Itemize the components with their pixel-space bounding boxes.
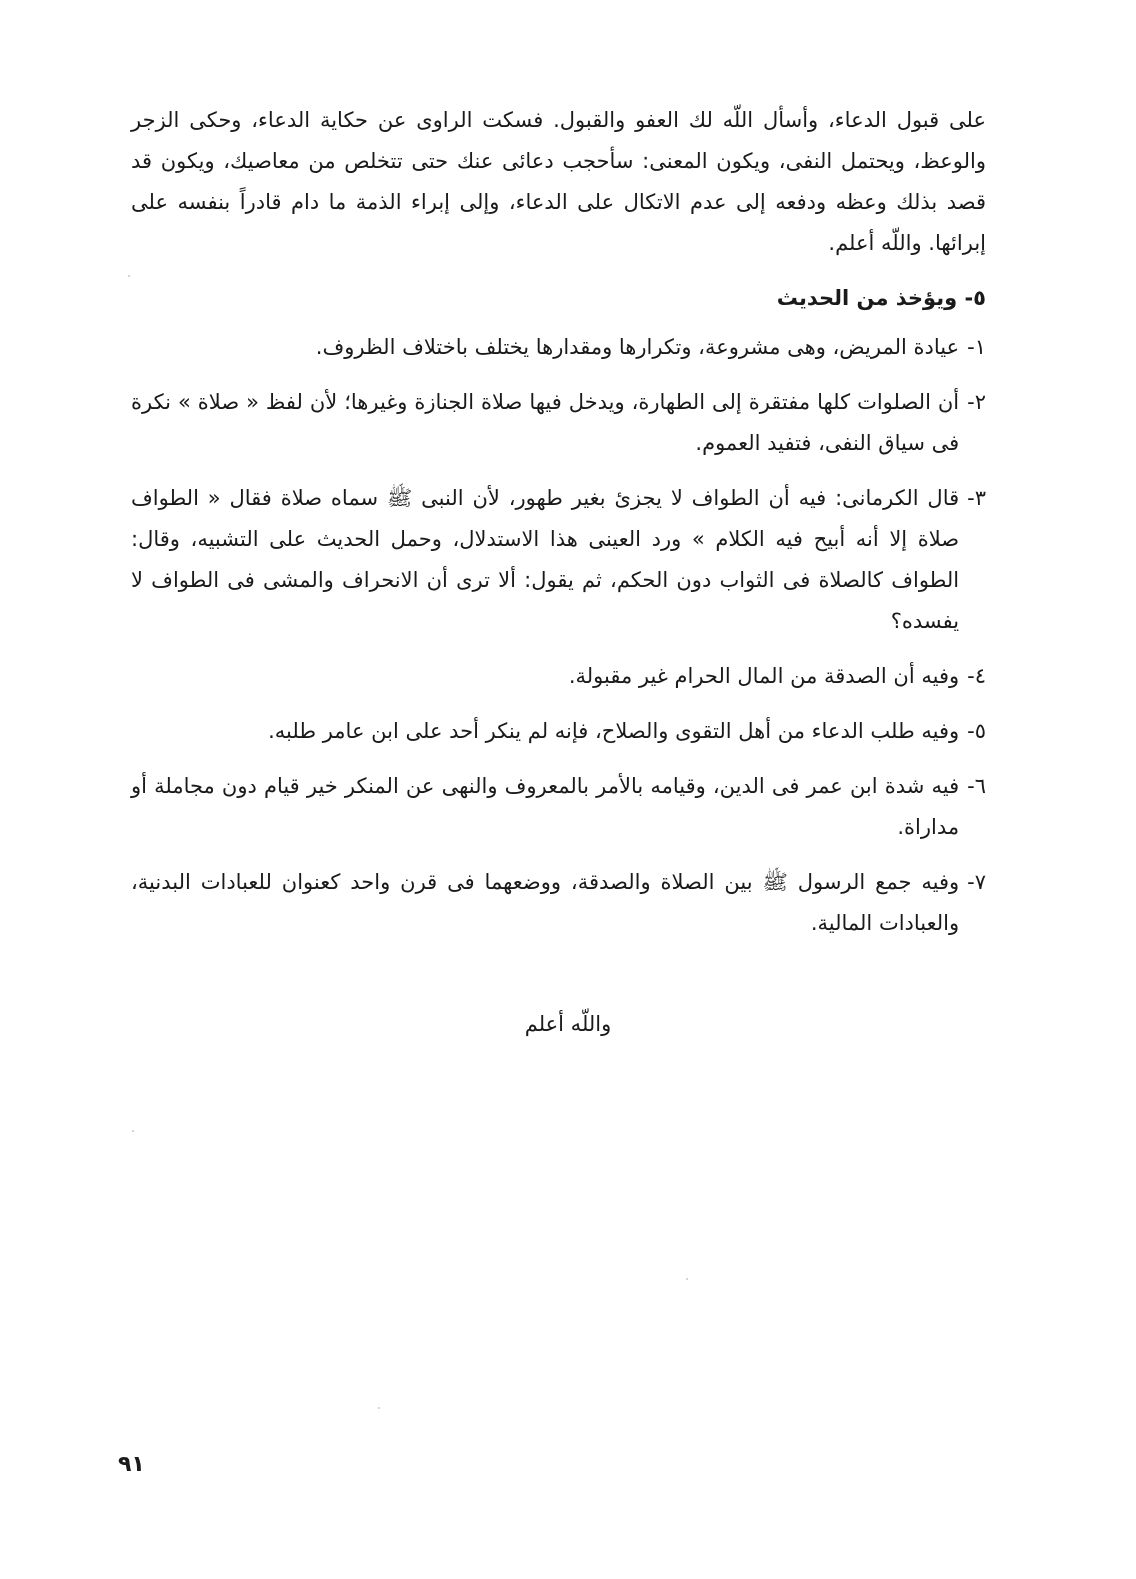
benefits-list bbox=[131, 327, 986, 944]
intro-paragraph-block bbox=[131, 100, 986, 264]
scan-speck bbox=[132, 1130, 134, 1132]
list-item-text: أن الصلوات كلها مفتقرة إلى الطهارة، ويدخل فيها صلاة الجنازة وغيرها؛ لأن لفظ « صلاة » نكرة فى سياق النفى، فتفيد العموم. bbox=[131, 390, 960, 455]
section-heading: ٥- ويؤخذ من الحديث bbox=[776, 286, 986, 310]
closing-phrase: واللّه أعلم bbox=[524, 1012, 612, 1036]
list-item bbox=[131, 711, 986, 752]
list-item-number: ٥- bbox=[967, 719, 986, 743]
list-item-number: ٢- bbox=[967, 390, 986, 414]
list-item bbox=[131, 862, 986, 944]
scan-speck bbox=[128, 275, 130, 277]
scan-speck bbox=[378, 1407, 380, 1409]
page-body bbox=[131, 100, 986, 958]
list-item-number: ٤- bbox=[967, 664, 986, 688]
list-item bbox=[131, 656, 986, 697]
list-item bbox=[131, 327, 986, 368]
page-number: ٩١ bbox=[118, 1452, 145, 1477]
list-item bbox=[131, 766, 986, 848]
list-item-text: عيادة المريض، وهى مشروعة، وتكرارها ومقدارها يختلف باختلاف الظروف. bbox=[315, 335, 960, 359]
scan-speck bbox=[686, 1278, 688, 1280]
list-item-number: ٦- bbox=[967, 774, 986, 798]
list-item-text: وفيه جمع الرسول ﷺ بين الصلاة والصدقة، ووضعهما فى قرن واحد كعنوان للعبادات البدنية، والعبادات المالية. bbox=[131, 870, 960, 935]
intro-paragraph: على قبول الدعاء، وأسأل اللّه لك العفو والقبول. فسكت الراوى عن حكاية الدعاء، وحكى الزجر والوعظ، ويحتمل النفى، ويكون المعنى: سأحجب دعائى عنك حتى تتخلص من معاصيك، ويكون قد قصد بذلك وعظه ودفعه إلى عدم الاتكال على الدعاء، وإلى إبراء الذمة ما دام قادراً بنفسه على إبرائها. واللّه أعلم. bbox=[131, 108, 986, 255]
list-item-text: قال الكرمانى: فيه أن الطواف لا يجزئ بغير طهور، لأن النبى ﷺ سماه صلاة فقال « الطواف صلاة إلا أنه أبيح فيه الكلام » ورد العينى هذا الاستدلال، وحمل الحديث على التشبيه، وقال: الطواف كالصلاة فى الثواب دون الحكم، ثم يقول: ألا ترى أن الانحراف والمشى فى الطواف لا يفسده؟ bbox=[131, 486, 960, 633]
list-item bbox=[131, 478, 986, 642]
list-item-text: وفيه أن الصدقة من المال الحرام غير مقبولة. bbox=[568, 664, 960, 688]
list-item bbox=[131, 382, 986, 464]
list-item-number: ٧- bbox=[967, 870, 986, 894]
list-item-text: وفيه طلب الدعاء من أهل التقوى والصلاح، فإنه لم ينكر أحد على ابن عامر طلبه. bbox=[268, 719, 960, 743]
list-item-number: ٣- bbox=[967, 486, 986, 510]
list-item-number: ١- bbox=[967, 335, 986, 359]
list-item-text: فيه شدة ابن عمر فى الدين، وقيامه بالأمر بالمعروف والنهى عن المنكر خير قيام دون مجاملة أو مداراة. bbox=[131, 774, 960, 839]
